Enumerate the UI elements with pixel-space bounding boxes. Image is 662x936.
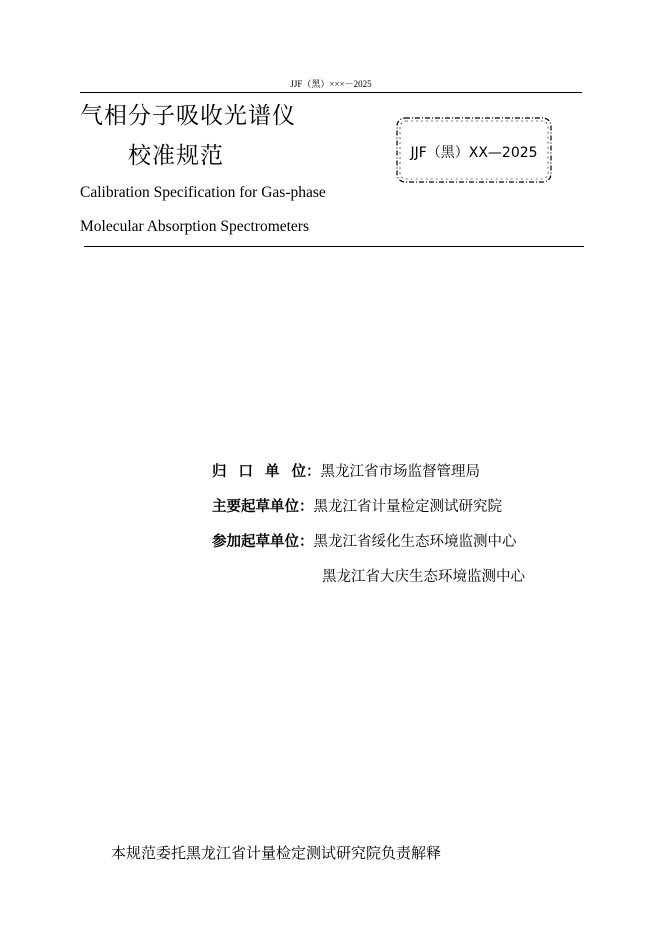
- interpretation-note: 本规范委托黑龙江省计量检定测试研究院负责解释: [111, 844, 442, 862]
- standard-number-badge: [395, 116, 553, 184]
- top-divider: [80, 92, 582, 93]
- title-bottom-divider: [84, 246, 584, 247]
- main-drafter-value: 黑龙江省计量检定测试研究院: [313, 499, 502, 515]
- owner-unit-label: 归 口 单 位：: [212, 464, 321, 480]
- participant-drafter-value-1: 黑龙江省绥化生态环境监测中心: [313, 534, 517, 550]
- participant-drafter-value-2: 黑龙江省大庆生态环境监测中心: [322, 569, 525, 585]
- owner-unit-value: 黑龙江省市场监督管理局: [320, 464, 480, 480]
- main-drafter-label: 主要起草单位：: [212, 499, 314, 515]
- participant-drafter-label: 参加起草单位：: [212, 534, 314, 550]
- document-code-header: JJF（黑）×××－2025: [290, 79, 372, 89]
- badge-label: JJF（黑）XX—2025: [410, 145, 538, 161]
- english-title-line-2: Molecular Absorption Spectrometers: [80, 218, 310, 235]
- main-drafter-row: [212, 495, 502, 516]
- chinese-title-line-2: 校准规范: [128, 143, 224, 169]
- english-title-line-1: Calibration Specification for Gas-phase: [80, 184, 326, 201]
- chinese-title-line-1: 气相分子吸收光谱仪: [80, 103, 296, 129]
- participant-drafter-row: [212, 530, 517, 551]
- owner-unit-row: [212, 460, 480, 481]
- participant-drafter-row-2: [322, 565, 525, 586]
